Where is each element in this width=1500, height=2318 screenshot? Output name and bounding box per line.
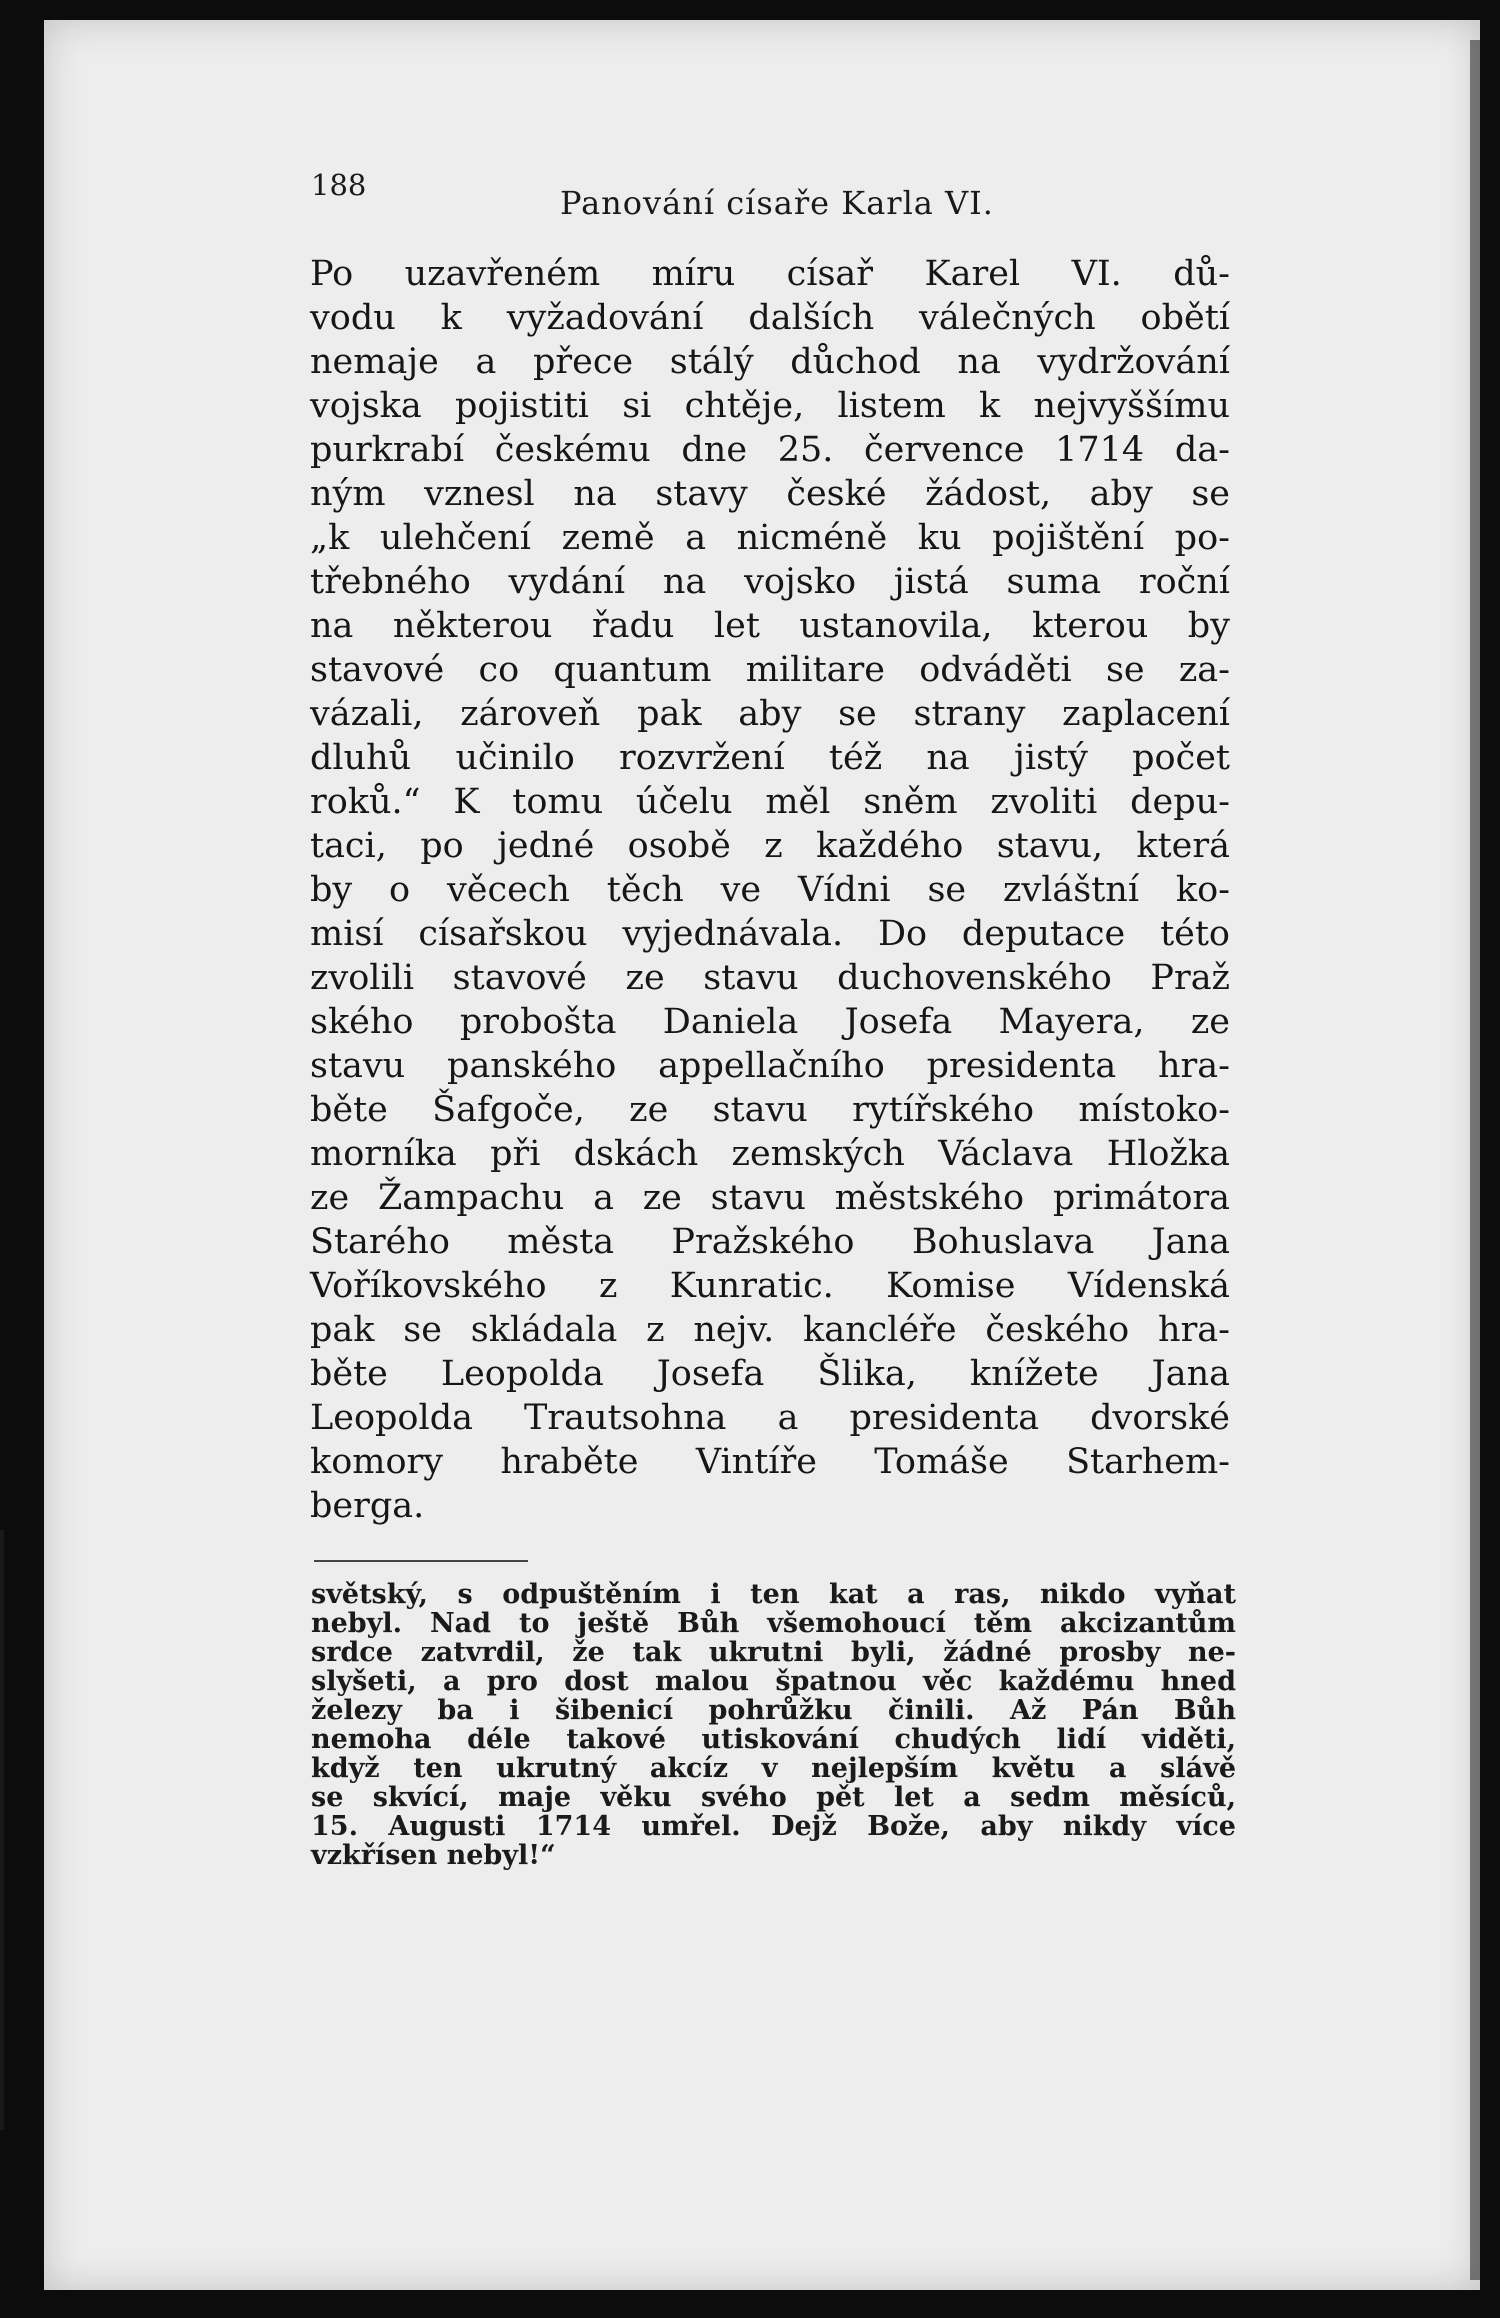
body-line: misí císařskou vyjednávala. Do deputace této [310, 914, 1230, 954]
body-line: třebného vydání na vojsko jistá suma roční [310, 562, 1230, 602]
footnote-line: vzkřísen nebyl!“ [311, 1840, 556, 1871]
footnote [311, 1580, 1236, 1870]
body-line: taci, po jedné osobě z každého stavu, která [310, 826, 1230, 866]
body-line: ského probošta Daniela Josefa Mayera, ze [310, 1002, 1230, 1042]
body-line: Starého města Pražského Bohuslava Jana [310, 1222, 1230, 1262]
body-line: stavu panského appellačního presidenta hra- [310, 1046, 1230, 1086]
scan-edge-mark-left [0, 1530, 4, 2130]
body-line: berga. [310, 1486, 425, 1526]
body-line: pak se skládala z nejv. kancléře českého hra- [310, 1310, 1230, 1350]
running-title: Panování císaře Karla VI. [560, 184, 994, 222]
body-line: Leopolda Trautsohna a presidenta dvorské [310, 1398, 1230, 1438]
footnote-line: když ten ukrutný akcíz v nejlepším květu a slávě [311, 1753, 1236, 1784]
body-line: vodu k vyžadování dalších válečných obětí [310, 298, 1230, 338]
body-paragraph [310, 252, 1230, 1528]
footnote-line: srdce zatvrdil, že tak ukrutni byli, žádné prosby ne- [311, 1637, 1236, 1668]
body-line: ným vznesl na stavy české žádost, aby se [310, 474, 1230, 514]
footnote-line: nemoha déle takové utiskování chudých lidí viděti, [311, 1724, 1236, 1755]
body-line: Voříkovského z Kunratic. Komise Vídenská [310, 1266, 1230, 1306]
body-line: na některou řadu let ustanovila, kterou by [310, 606, 1230, 646]
body-line: nemaje a přece stálý důchod na vydržování [310, 342, 1230, 382]
body-line: zvolili stavové ze stavu duchovenského Praž [310, 958, 1230, 998]
body-line: morníka při dskách zemských Václava Hložka [310, 1134, 1230, 1174]
body-line: Po uzavřeném míru císař Karel VI. dů- [310, 254, 1230, 294]
footnote-line: železy ba i šibenicí pohrůžku činili. Až Pán Bůh [311, 1695, 1236, 1726]
body-line: běte Leopolda Josefa Šlika, knížete Jana [310, 1354, 1230, 1394]
body-line: vázali, zároveň pak aby se strany zaplacení [310, 694, 1230, 734]
footnote-line: 15. Augusti 1714 umřel. Dejž Bože, aby nikdy více [311, 1811, 1236, 1842]
body-line: dluhů učinilo rozvržení též na jistý počet [310, 738, 1230, 778]
footnote-line: se skvící, maje věku svého pět let a sedm měsíců, [311, 1782, 1236, 1813]
footnote-separator-rule [314, 1560, 528, 1562]
footnote-line: světský, s odpuštěním i ten kat a ras, nikdo vyňat [311, 1579, 1236, 1610]
body-line: „k ulehčení země a nicméně ku pojištění po- [310, 518, 1230, 558]
body-line: purkrabí českému dne 25. července 1714 da- [310, 430, 1230, 470]
footnote-line: nebyl. Nad to ještě Bůh všemohoucí těm akcizantům [311, 1608, 1236, 1639]
body-line: běte Šafgoče, ze stavu rytířského místoko- [310, 1090, 1230, 1130]
body-line: by o věcech těch ve Vídni se zvláštní ko- [310, 870, 1230, 910]
body-line: vojska pojistiti si chtěje, listem k nejvyššímu [310, 386, 1230, 426]
page-number: 188 [311, 168, 367, 202]
body-line: roků.“ K tomu účelu měl sněm zvoliti depu- [310, 782, 1230, 822]
body-line: stavové co quantum militare odváděti se za- [310, 650, 1230, 690]
footnote-line: slyšeti, a pro dost malou špatnou věc každému hned [311, 1666, 1236, 1697]
body-line: komory hraběte Vintíře Tomáše Starhem- [310, 1442, 1230, 1482]
body-line: ze Žampachu a ze stavu městského primátora [310, 1178, 1230, 1218]
scan-edge-mark-right [1470, 40, 1480, 2280]
